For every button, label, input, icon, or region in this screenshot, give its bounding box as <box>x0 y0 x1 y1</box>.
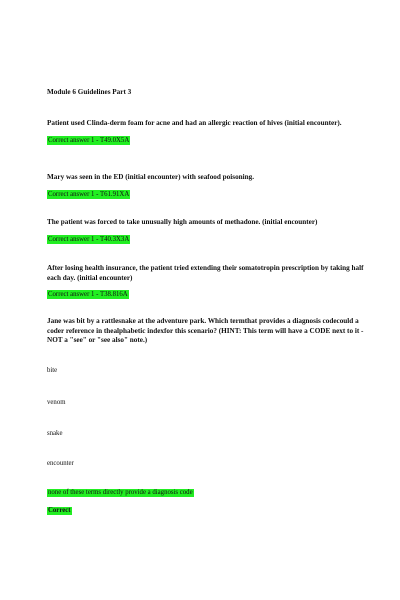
question-1 <box>47 119 367 147</box>
question-2-answer: Correct answer 1 - T61.91XA <box>48 190 130 198</box>
question-1-answer: Correct answer 1 - T49.0X5A <box>48 136 130 144</box>
option-bite: bite <box>47 367 58 374</box>
selected-answer-block <box>47 481 367 517</box>
question-2 <box>47 173 367 201</box>
option-venom: venom <box>47 399 66 406</box>
question-1-text: Patient used Clinda-derm foam for acne and had an allergic reaction of hives (initial encounter). <box>47 119 342 127</box>
option-snake: snake <box>47 430 63 437</box>
question-5-text: Jane was bit by a rattlesnake at the adventure park. Which termthat provides a diagnosis codecould a coder reference in thealphabetic indexfor this scenario? (HINT: This term will have a CODE next to it - NOT a "see" or "see also" note.) <box>47 317 364 344</box>
document-title: Module 6 Guidelines Part 3 <box>47 88 132 96</box>
question-3 <box>47 218 367 246</box>
option-encounter: encounter <box>47 460 74 467</box>
question-4-text: After losing health insurance, the patient tried extending their somatotropin prescription by taking half each day. (initial encounter) <box>47 264 364 282</box>
question-4-answer: Correct answer 1 - T38.816A <box>48 291 128 298</box>
selected-option: none of these terms directly provide a diagnosis code <box>48 489 193 496</box>
question-3-text: The patient was forced to take unusually high amounts of methadone. (initial encounter) <box>47 218 318 226</box>
result-label: Correct <box>48 507 71 514</box>
question-4 <box>47 264 367 301</box>
question-5 <box>47 317 367 346</box>
question-2-text: Mary was seen in the ED (initial encounter) with seafood poisoning. <box>47 173 255 181</box>
question-3-answer: Correct answer 1 - T40.3X3A <box>48 235 130 243</box>
